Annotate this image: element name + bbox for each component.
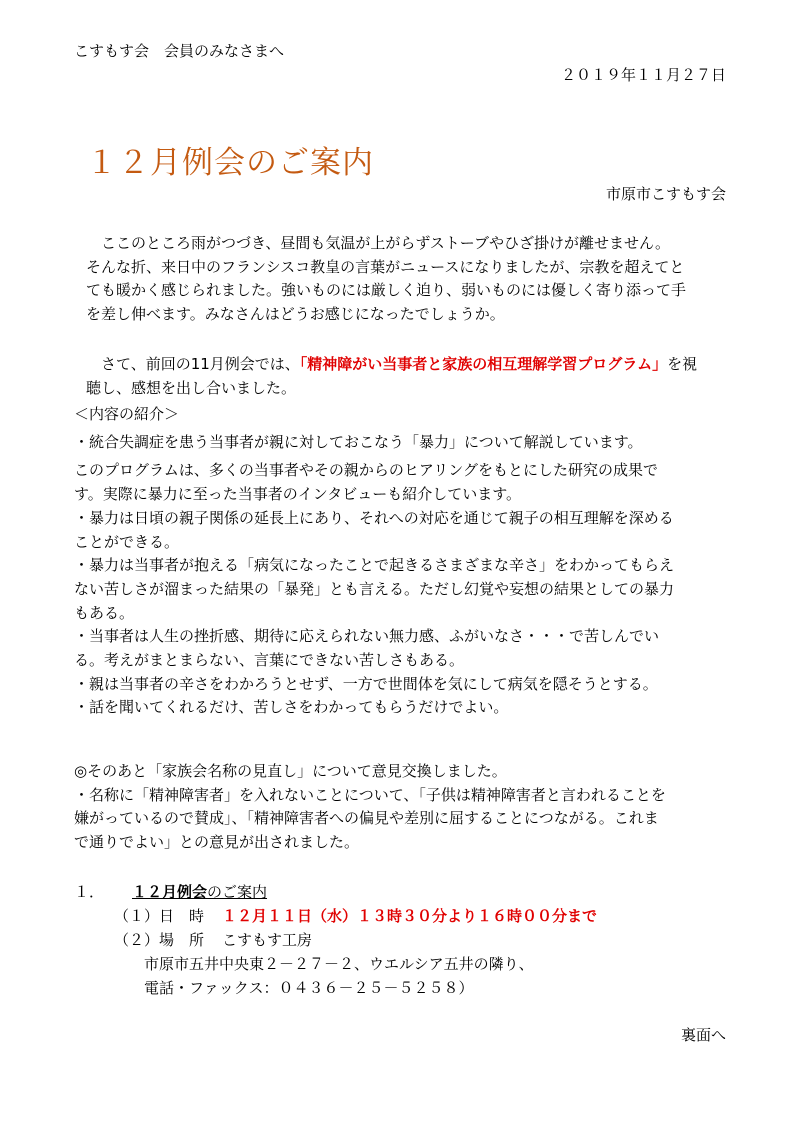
meeting-date-label: （１）日 時 — [114, 907, 205, 925]
review-line: ・名称に「精神障害者」を入れないことについて、「子供は精神障害者と言われることを — [74, 785, 666, 804]
content-item: す。実際に暴力に至った当事者のインタビューも紹介しています。 — [74, 485, 522, 504]
review-line: ◎そのあと「家族会名称の見直し」について意見交換しました。 — [74, 762, 507, 780]
notice-heading-bold: １２月例会 — [132, 883, 208, 901]
content-item: ・親は当事者の辛さをわかろうとせず、一方で世間体を気にして病気を隠そうとする。 — [74, 674, 658, 693]
document-date: ２０１９年１１月２７日 — [560, 66, 726, 84]
content-item: ・話を聞いてくれるだけ、苦しさをわかってもらうだけでよい。 — [74, 698, 509, 717]
intro-paragraph — [86, 232, 726, 327]
report-paragraph — [86, 353, 726, 400]
page-title: １２月例会のご案内 — [86, 145, 374, 181]
report-line: 聴し、感想を出し合いました。 — [86, 378, 297, 397]
intro-line: そんな折、来日中のフランシスコ教皇の言葉がニュースになりましたが、宗教を超えてと — [86, 257, 685, 276]
content-item: ない苦しさが溜まった結果の「暴発」とも言える。ただし幻覚や妄想の結果としての暴力 — [74, 579, 675, 598]
content-item: このプログラムは、多くの当事者やその親からのヒアリングをもとにした研究の成果で — [74, 461, 658, 480]
content-item: ・暴力は当事者が抱える「病気になったことで起きるさまざまな辛さ」をわかってもらえ — [74, 556, 675, 575]
report-text: を視 — [667, 355, 698, 373]
content-item: ・統合失調症を患う当事者が親に対しておこなう「暴力」について解説しています。 — [74, 432, 643, 451]
notice-heading — [132, 881, 267, 905]
review-line: 嫌がっているので賛成」、「精神障害者への偏見や差別に屈することにつながる。これま — [74, 809, 659, 828]
meeting-phone: 電話・ファックス：０４３６－２５－５２５８） — [144, 979, 474, 997]
content-item: ・当事者は人生の挫折感、期待に応えられない無力感、ふがいなさ・・・で苦しんでい — [74, 627, 660, 646]
name-review-section — [74, 760, 714, 855]
content-item: ・暴力は日頃の親子関係の延長上にあり、それへの対応を通じて親子の相互理解を深める — [74, 508, 674, 527]
report-text: さて、前回の11月例会では、 — [86, 355, 300, 373]
continued-on-back: 裏面へ — [680, 1026, 726, 1044]
intro-line: ここのところ雨がつづき、昼間も気温が上がらずストーブやひざ掛けが離せません。 — [86, 234, 670, 252]
sender-name: 市原市こすもす会 — [605, 185, 726, 203]
meeting-place-value: こすもす工房 — [222, 931, 313, 949]
content-item: る。考えがまとまらない、言葉にできない苦しさもある。 — [74, 651, 465, 670]
content-item: ことができる。 — [74, 532, 180, 551]
meeting-place-label: （２）場 所 — [114, 931, 205, 949]
review-line: で通りでよい」との意見が出されました。 — [74, 833, 360, 852]
addressee: こすもす会 会員のみなさまへ — [74, 42, 285, 60]
notice-heading-rest: のご案内 — [207, 883, 268, 901]
section-heading: ＜内容の紹介＞ — [74, 405, 180, 423]
notice-number: １． — [74, 883, 105, 901]
report-line — [86, 353, 726, 377]
content-section — [74, 403, 714, 720]
program-title-highlight: 「精神障がい当事者と家族の相互理解学習プログラム」 — [299, 355, 668, 373]
intro-line: を差し伸べます。みなさんはどうお感じになったでしょうか。 — [86, 305, 505, 324]
intro-line: ても暖かく感じられました。強いものには厳しく迫り、弱いものには優しく寄り添って手 — [86, 281, 687, 300]
meeting-address: 市原市五井中央東２－２７－２、ウエルシア五井の隣り、 — [144, 955, 534, 973]
meeting-date-value: １２月１１日（水）１３時３０分より１６時００分まで — [222, 907, 598, 925]
content-item: もある。 — [74, 603, 135, 622]
